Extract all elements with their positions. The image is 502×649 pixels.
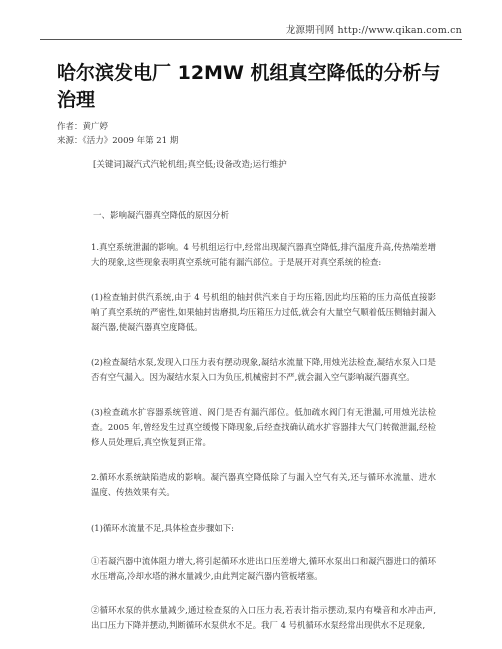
article-source: 来源：《活力》2009 年第 21 期	[57, 136, 179, 146]
article-title: 哈尔滨发电厂 12MW 机组真空降低的分析与治理	[57, 62, 441, 111]
paragraph-2: (1)检查轴封供汽系统,由于 4 号机组的轴封供汽来自于均压箱,因此均压箱的压力高低直接影响了真空系统的严密性,如果轴封齿磨损,均压箱压力过低,就会有大量空气顺着低压侧轴封漏入凝汽器,使凝汽器真空度降低。	[91, 292, 436, 332]
article-keywords: [关键词]凝汽式汽轮机组;真空低;设备改造;运行维护	[93, 160, 287, 170]
paragraph-6: (1)循环水流量不足,具体检查步骤如下:	[91, 523, 234, 533]
paragraph-5: 2.循环水系统缺陷造成的影响。凝汽器真空降低除了与漏入空气有关,还与循环水流量、进水温度、传热效果有关。	[91, 472, 436, 497]
paragraph-7: ①若凝汽器中流体阻力增大,将引起循环水进出口压差增大,循环水泵出口和凝汽器进口的循环水压增高,冷却水塔的淋水量减少,由此判定凝汽器内管板堵塞。	[91, 556, 436, 581]
paragraph-4: (3)检查疏水扩容器系统管道、阀门是否有漏汽部位。低加疏水阀门有无泄漏,可用烛光法检查。2005 年,曾经发生过真空缓慢下降现象,后经查找确认疏水扩容器排大气门转微泄漏,经检修人员处理后,真空恢复到正常。	[91, 407, 436, 447]
section-heading: 一、影响凝汽器真空降低的原因分析	[93, 211, 230, 221]
paragraph-1: 1.真空系统泄漏的影响。4 号机组运行中,经常出现凝汽器真空降低,排汽温度升高,传热端差增大的现象,这些现象表明真空系统可能有漏汽部位。于是展开对真空系统的检查:	[91, 242, 436, 267]
journal-source-header: 龙源期刊网 http://www.qikan.com.cn	[285, 25, 462, 36]
paragraph-3: (2)检查凝结水泵,发现入口压力表有摆动现象,凝结水流量下降,用烛光法检查,凝结水泵入口是否有空气漏入。因为凝结水泵入口为负压,机械密封不严,就会漏入空气影响凝汽器真空。	[91, 357, 436, 382]
article-author: 作者：黄广婷	[57, 122, 109, 132]
paragraph-8: ②循环水泵的供水量减少,通过检查泵的入口压力表,若表计指示摆动,泵内有噪音和水冲击声,出口压力下降并摆动,判断循环水泵供水不足。我厂 4 号机循环水泵经常出现供水不足现象,	[91, 605, 436, 630]
header-divider	[40, 39, 462, 40]
